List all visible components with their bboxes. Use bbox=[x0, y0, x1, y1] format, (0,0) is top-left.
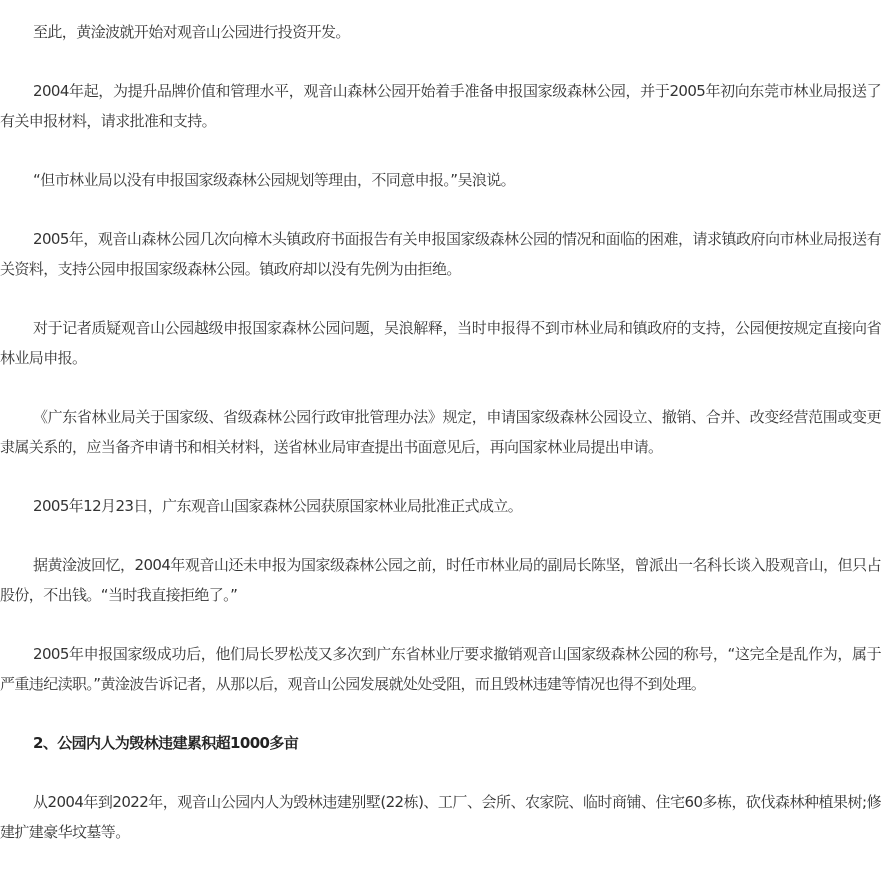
paragraph: 2005年12月23日，广东观音山国家森林公园获原国家林业局批准正式成立。 bbox=[33, 497, 523, 515]
section-heading: 2、公园内人为毁林违建累积超1000多亩 bbox=[33, 734, 299, 752]
paragraph: 据黄淦波回忆，2004年观音山还未申报为国家级森林公园之前，时任市林业局的副局长陈坚，曾派出一名科长谈入股观音山，但只占股份，不出钱。“当时我直接拒绝了。” bbox=[0, 556, 881, 604]
paragraph: 《广东省林业局关于国家级、省级森林公园行政审批管理办法》规定，申请国家级森林公园设立、撤销、合并、改变经营范围或变更隶属关系的，应当备齐申请书和相关材料，送省林业局审查提出书面意见后，再向国家林业局提出申请。 bbox=[0, 408, 881, 456]
article-body bbox=[0, 17, 881, 876]
paragraph: 从2004年到2022年，观音山公园内人为毁林违建别墅(22栋)、工厂、会所、农家院、临时商铺、住宅60多栋，砍伐森林种植果树;修建扩建豪华坟墓等。 bbox=[0, 793, 881, 841]
paragraph: 对于记者质疑观音山公园越级申报国家森林公园问题，吴浪解释，当时申报得不到市林业局和镇政府的支持，公园便按规定直接向省林业局申报。 bbox=[0, 319, 881, 367]
paragraph: 2005年，观音山森林公园几次向樟木头镇政府书面报告有关申报国家级森林公园的情况和面临的困难，请求镇政府向市林业局报送有关资料，支持公园申报国家级森林公园。镇政府却以没有先例为由拒绝。 bbox=[0, 230, 881, 278]
paragraph: 2005年申报国家级成功后，他们局长罗松茂又多次到广东省林业厅要求撤销观音山国家级森林公园的称号，“这完全是乱作为，属于严重违纪渎职。”黄淦波告诉记者，从那以后，观音山公园发展就处处受阻，而且毁林违建等情况也得不到处理。 bbox=[0, 645, 881, 693]
paragraph: “但市林业局以没有申报国家级森林公园规划等理由，不同意申报。”吴浪说。 bbox=[33, 171, 516, 189]
paragraph: 至此，黄淦波就开始对观音山公园进行投资开发。 bbox=[33, 23, 350, 41]
paragraph: 2004年起，为提升品牌价值和管理水平，观音山森林公园开始着手准备申报国家级森林公园，并于2005年初向东莞市林业局报送了有关申报材料，请求批准和支持。 bbox=[0, 82, 881, 130]
